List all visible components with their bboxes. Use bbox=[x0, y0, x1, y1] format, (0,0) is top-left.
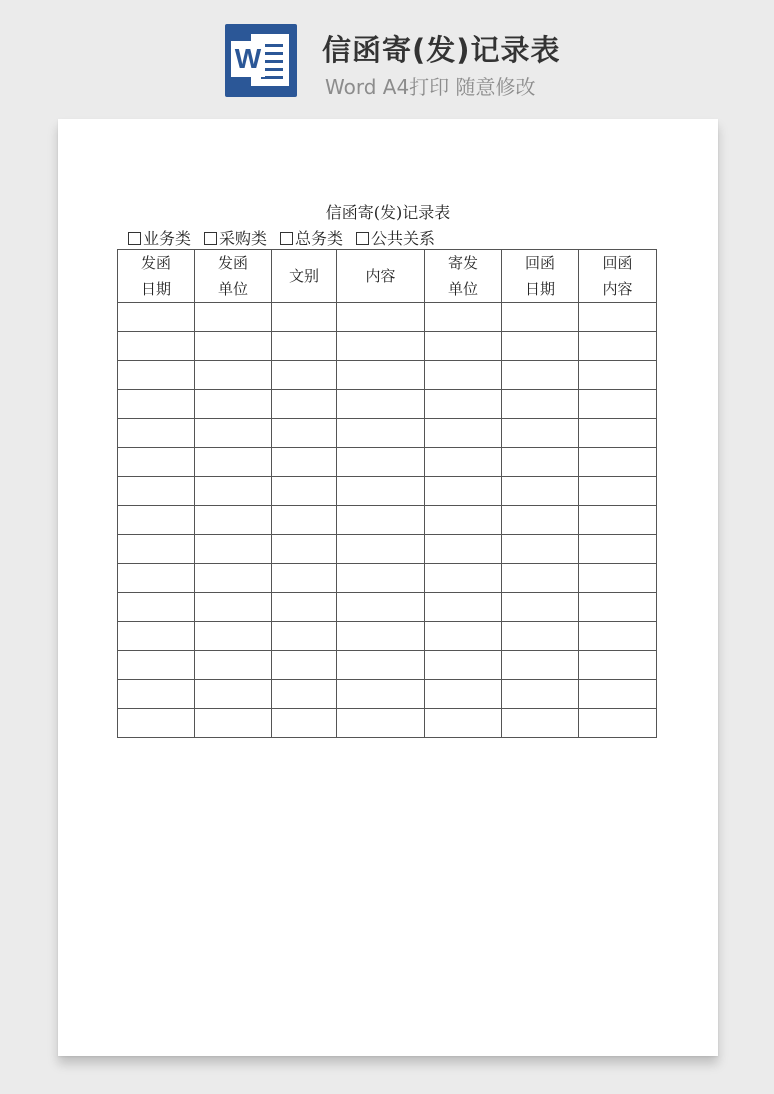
table-cell[interactable] bbox=[272, 680, 337, 709]
table-cell[interactable] bbox=[272, 361, 337, 390]
table-cell[interactable] bbox=[502, 419, 579, 448]
column-header-4 bbox=[337, 250, 425, 303]
document-page bbox=[58, 119, 718, 1056]
table-cell[interactable] bbox=[502, 622, 579, 651]
table-cell[interactable] bbox=[118, 680, 195, 709]
column-header-text: 单位 bbox=[447, 280, 478, 298]
table-cell[interactable] bbox=[579, 506, 657, 535]
column-header-6 bbox=[502, 250, 579, 303]
column-header-text: 发函 bbox=[217, 254, 248, 272]
category-checkbox-2[interactable] bbox=[204, 226, 267, 249]
table-row bbox=[118, 593, 657, 622]
table-row bbox=[118, 709, 657, 738]
category-label: 公共关系 bbox=[371, 229, 436, 248]
table-cell[interactable] bbox=[502, 303, 579, 332]
table-cell[interactable] bbox=[118, 651, 195, 680]
table-cell[interactable] bbox=[425, 419, 502, 448]
table-cell[interactable] bbox=[195, 332, 272, 361]
table-cell[interactable] bbox=[579, 448, 657, 477]
column-header-3 bbox=[272, 250, 337, 303]
category-options bbox=[128, 226, 448, 249]
table-cell[interactable] bbox=[118, 709, 195, 738]
checkbox-icon[interactable] bbox=[204, 232, 217, 245]
table-cell[interactable] bbox=[502, 709, 579, 738]
table-cell[interactable] bbox=[337, 651, 425, 680]
table-cell[interactable] bbox=[118, 506, 195, 535]
table-cell[interactable] bbox=[272, 303, 337, 332]
category-checkbox-4[interactable] bbox=[356, 226, 435, 249]
table-cell[interactable] bbox=[337, 506, 425, 535]
table-cell[interactable] bbox=[425, 477, 502, 506]
table-cell[interactable] bbox=[579, 564, 657, 593]
table-cell[interactable] bbox=[195, 506, 272, 535]
column-header-text: 文别 bbox=[288, 267, 319, 285]
table-cell[interactable] bbox=[502, 680, 579, 709]
table-cell[interactable] bbox=[502, 651, 579, 680]
table-cell[interactable] bbox=[272, 593, 337, 622]
table-cell[interactable] bbox=[502, 332, 579, 361]
table-cell[interactable] bbox=[337, 477, 425, 506]
table-cell[interactable] bbox=[195, 419, 272, 448]
table-cell[interactable] bbox=[502, 506, 579, 535]
table-cell[interactable] bbox=[337, 680, 425, 709]
column-header-2 bbox=[195, 250, 272, 303]
table-cell[interactable] bbox=[195, 680, 272, 709]
column-header-5 bbox=[425, 250, 502, 303]
table-cell[interactable] bbox=[502, 477, 579, 506]
table-cell[interactable] bbox=[579, 477, 657, 506]
table-cell[interactable] bbox=[425, 361, 502, 390]
column-header-text: 日期 bbox=[524, 280, 555, 298]
record-table bbox=[117, 249, 657, 738]
table-cell[interactable] bbox=[272, 448, 337, 477]
table-cell[interactable] bbox=[272, 419, 337, 448]
table-cell[interactable] bbox=[337, 419, 425, 448]
table-cell[interactable] bbox=[337, 332, 425, 361]
table-cell[interactable] bbox=[579, 622, 657, 651]
table-cell[interactable] bbox=[118, 535, 195, 564]
table-cell[interactable] bbox=[579, 332, 657, 361]
table-cell[interactable] bbox=[579, 535, 657, 564]
table-row bbox=[118, 361, 657, 390]
table-cell[interactable] bbox=[337, 390, 425, 419]
table-cell[interactable] bbox=[579, 303, 657, 332]
table-cell[interactable] bbox=[579, 593, 657, 622]
category-label: 总务类 bbox=[295, 229, 344, 248]
table-cell[interactable] bbox=[502, 564, 579, 593]
table-cell[interactable] bbox=[579, 390, 657, 419]
table-cell[interactable] bbox=[195, 448, 272, 477]
column-header-text: 内容 bbox=[602, 280, 633, 298]
table-cell[interactable] bbox=[579, 709, 657, 738]
table-cell[interactable] bbox=[337, 593, 425, 622]
table-row bbox=[118, 332, 657, 361]
watermark: ​ bbox=[89, 471, 107, 497]
table-cell[interactable] bbox=[337, 622, 425, 651]
page-subtitle: Word A4打印 随意修改 bbox=[325, 75, 536, 99]
category-checkbox-3[interactable] bbox=[280, 226, 343, 249]
table-cell[interactable] bbox=[579, 651, 657, 680]
table-cell[interactable] bbox=[195, 361, 272, 390]
table-cell[interactable] bbox=[195, 390, 272, 419]
table-cell[interactable] bbox=[118, 564, 195, 593]
table-cell[interactable] bbox=[195, 709, 272, 738]
table-cell[interactable] bbox=[272, 506, 337, 535]
table-cell[interactable] bbox=[425, 303, 502, 332]
category-label: 业务类 bbox=[143, 229, 192, 248]
table-cell[interactable] bbox=[118, 332, 195, 361]
table-cell[interactable] bbox=[337, 709, 425, 738]
table-cell[interactable] bbox=[425, 680, 502, 709]
table-cell[interactable] bbox=[195, 622, 272, 651]
column-header-text: 回函 bbox=[524, 254, 555, 272]
table-cell[interactable] bbox=[272, 622, 337, 651]
table-row bbox=[118, 419, 657, 448]
table-row bbox=[118, 564, 657, 593]
table-row bbox=[118, 506, 657, 535]
document-title: 信函寄(发)记录表 bbox=[325, 203, 451, 222]
table-cell[interactable] bbox=[425, 332, 502, 361]
checkbox-icon[interactable] bbox=[128, 232, 141, 245]
table-cell[interactable] bbox=[425, 593, 502, 622]
table-cell[interactable] bbox=[425, 506, 502, 535]
table-cell[interactable] bbox=[502, 593, 579, 622]
column-header-text: 单位 bbox=[217, 280, 248, 298]
table-cell[interactable] bbox=[195, 651, 272, 680]
word-letter-icon: W bbox=[231, 41, 265, 77]
table-cell[interactable] bbox=[579, 419, 657, 448]
table-cell[interactable] bbox=[425, 535, 502, 564]
table-cell[interactable] bbox=[118, 390, 195, 419]
column-header-text: 发函 bbox=[140, 254, 171, 272]
category-checkbox-1[interactable] bbox=[128, 226, 191, 249]
table-cell[interactable] bbox=[272, 535, 337, 564]
table-cell[interactable] bbox=[425, 564, 502, 593]
table-cell[interactable] bbox=[195, 564, 272, 593]
column-header-text: 日期 bbox=[140, 280, 171, 298]
page-title: 信函寄(发)记录表 bbox=[322, 33, 561, 67]
table-cell[interactable] bbox=[337, 564, 425, 593]
table-cell[interactable] bbox=[272, 564, 337, 593]
table-cell[interactable] bbox=[425, 390, 502, 419]
checkbox-icon[interactable] bbox=[280, 232, 293, 245]
table-cell[interactable] bbox=[502, 535, 579, 564]
table-row bbox=[118, 390, 657, 419]
header bbox=[0, 0, 774, 110]
table-cell[interactable] bbox=[425, 709, 502, 738]
table-cell[interactable] bbox=[272, 709, 337, 738]
table-row bbox=[118, 680, 657, 709]
table-cell[interactable] bbox=[118, 477, 195, 506]
table-cell[interactable] bbox=[272, 477, 337, 506]
column-header-text: 内容 bbox=[365, 267, 396, 285]
table-cell[interactable] bbox=[337, 448, 425, 477]
table-cell[interactable] bbox=[502, 361, 579, 390]
table-cell[interactable] bbox=[425, 651, 502, 680]
table-cell[interactable] bbox=[425, 622, 502, 651]
table-cell[interactable] bbox=[118, 593, 195, 622]
column-header-7 bbox=[579, 250, 657, 303]
table-row bbox=[118, 535, 657, 564]
table-header-row bbox=[118, 250, 657, 303]
table-row bbox=[118, 622, 657, 651]
table-cell[interactable] bbox=[118, 419, 195, 448]
table-row bbox=[118, 477, 657, 506]
table-cell[interactable] bbox=[195, 477, 272, 506]
table-cell[interactable] bbox=[272, 332, 337, 361]
table-cell[interactable] bbox=[118, 303, 195, 332]
table-cell[interactable] bbox=[425, 448, 502, 477]
checkbox-icon[interactable] bbox=[356, 232, 369, 245]
word-app-icon bbox=[225, 24, 297, 97]
table-cell[interactable] bbox=[272, 651, 337, 680]
table-cell[interactable] bbox=[502, 390, 579, 419]
table-row bbox=[118, 303, 657, 332]
table-cell[interactable] bbox=[118, 448, 195, 477]
table-row bbox=[118, 651, 657, 680]
table-cell[interactable] bbox=[195, 535, 272, 564]
table-cell[interactable] bbox=[118, 361, 195, 390]
table-cell[interactable] bbox=[579, 361, 657, 390]
column-header-text: 回函 bbox=[602, 254, 633, 272]
category-label: 采购类 bbox=[219, 229, 268, 248]
table-cell[interactable] bbox=[118, 622, 195, 651]
table-cell[interactable] bbox=[195, 303, 272, 332]
table-cell[interactable] bbox=[502, 448, 579, 477]
column-header-text: 寄发 bbox=[447, 254, 478, 272]
table-row bbox=[118, 448, 657, 477]
table-cell[interactable] bbox=[579, 680, 657, 709]
table-cell[interactable] bbox=[337, 535, 425, 564]
table-cell[interactable] bbox=[337, 303, 425, 332]
table-cell[interactable] bbox=[337, 361, 425, 390]
column-header-1 bbox=[118, 250, 195, 303]
table-cell[interactable] bbox=[272, 390, 337, 419]
table-cell[interactable] bbox=[195, 593, 272, 622]
